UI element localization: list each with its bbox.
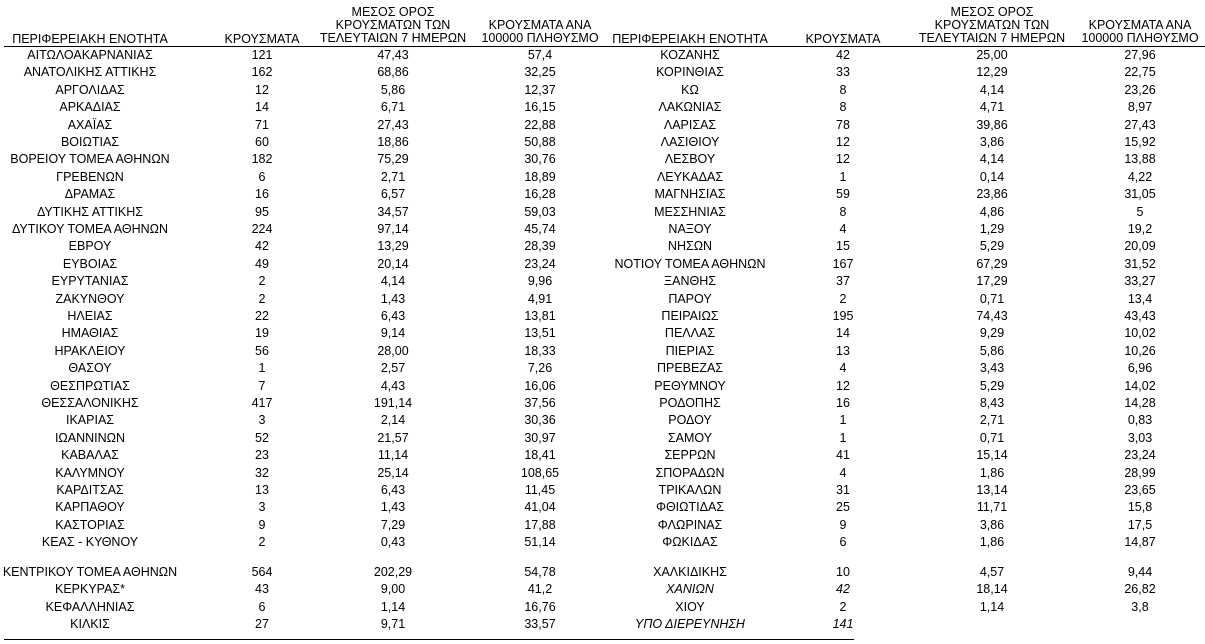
right-avg-value: 11,71: [976, 500, 1008, 515]
left-per100k-value: 37,56: [524, 396, 556, 410]
header-line: 100000 ΠΛΗΘΥΣΜΟ: [481, 31, 599, 45]
left-cases-value: 52: [255, 430, 269, 445]
right-region-name: ΚΟΖΑΝΗΣ: [660, 48, 720, 62]
right-per100k-value: 13,4: [1127, 291, 1153, 306]
left-avg-value: 68,86: [377, 65, 409, 80]
left-cases-value: 182: [251, 152, 273, 167]
left-per100k-value: 41,2: [527, 582, 553, 597]
right-cases-value: 25: [836, 500, 850, 515]
left-avg-value: 4,14: [380, 274, 406, 289]
left-region-name: ΕΥΒΟΙΑΣ: [62, 256, 118, 271]
left-cases-value: 19: [255, 326, 269, 341]
right-header-cases: ΚΡΟΥΣΜΑΤΑ: [805, 32, 881, 46]
left-avg-value: 6,43: [380, 483, 406, 497]
left-region-name: ΘΑΣΟΥ: [68, 361, 112, 376]
left-region-name: ΙΚΑΡΙΑΣ: [65, 413, 115, 428]
left-cases-value: 43: [255, 582, 269, 597]
right-region-name: ΣΕΡΡΩΝ: [664, 448, 716, 463]
left-per100k-value: 23,24: [524, 256, 556, 271]
right-per100k-value: 10,26: [1124, 343, 1156, 358]
left-cases-value: 3: [258, 413, 266, 428]
right-region-name: ΛΑΡΙΣΑΣ: [663, 117, 717, 132]
left-cases-value: 71: [255, 117, 269, 132]
right-region-name: ΧΑΝΙΩΝ: [666, 582, 714, 597]
right-region-name: ΞΑΝΘΗΣ: [664, 274, 716, 289]
right-region-name: ΛΕΥΚΑΔΑΣ: [656, 169, 724, 184]
right-region-name: ΠΑΡΟΥ: [668, 291, 712, 306]
right-cases-value: 141: [832, 617, 854, 632]
right-avg-value: 4,14: [979, 82, 1005, 97]
left-per100k-value: 16,06: [524, 378, 556, 393]
left-region-name: ΔΡΑΜΑΣ: [64, 187, 116, 202]
left-cases-value: 1: [258, 361, 266, 376]
right-per100k-value: 5: [1136, 204, 1144, 219]
right-avg-value: 3,86: [979, 135, 1005, 149]
right-per100k-value: 23,65: [1124, 483, 1156, 497]
right-avg-value: 5,29: [979, 378, 1005, 393]
right-per100k-value: 10,02: [1124, 326, 1156, 341]
left-cases-value: 224: [251, 222, 273, 236]
right-cases-value: 9: [839, 517, 847, 532]
header-divider: [4, 46, 1205, 47]
left-per100k-value: 41,04: [524, 500, 556, 515]
right-cases-value: 167: [832, 256, 854, 271]
left-avg-value: 6,43: [380, 309, 406, 323]
right-cases-value: 13: [836, 343, 850, 358]
left-per100k-value: 7,26: [527, 361, 553, 376]
left-per100k-value: 33,57: [524, 617, 556, 632]
left-per100k-value: 16,76: [524, 599, 556, 614]
left-cases-value: 95: [255, 204, 269, 219]
left-per100k-value: 54,78: [524, 565, 556, 579]
right-per100k-value: 27,96: [1124, 48, 1156, 62]
left-region-name: ΗΛΕΙΑΣ: [67, 309, 113, 323]
right-avg-value: 4,14: [979, 152, 1005, 167]
left-cases-value: 2: [258, 535, 266, 550]
right-region-name: ΠΡΕΒΕΖΑΣ: [656, 361, 724, 376]
right-avg-value: 12,29: [976, 65, 1008, 80]
left-per100k-value: 51,14: [524, 535, 556, 550]
right-avg-value: 3,86: [979, 517, 1005, 532]
right-avg-value: 5,86: [979, 343, 1005, 358]
right-region-name: ΚΟΡΙΝΘΙΑΣ: [656, 65, 724, 80]
right-avg-value: 8,43: [979, 396, 1005, 410]
right-per100k-value: 26,82: [1124, 582, 1156, 597]
right-avg-value: 23,86: [976, 187, 1008, 202]
left-region-name: ΚΕΡΚΥΡΑΣ*: [54, 582, 126, 597]
right-cases-value: 1: [839, 430, 847, 445]
left-per100k-value: 32,25: [524, 65, 556, 80]
left-header-7day-average: [320, 6, 466, 45]
right-per100k-value: 31,52: [1124, 256, 1156, 271]
left-cases-value: 13: [255, 483, 269, 497]
left-per100k-value: 45,74: [524, 222, 556, 236]
left-cases-value: 22: [255, 309, 269, 323]
left-region-name: ΗΡΑΚΛΕΙΟΥ: [54, 343, 126, 358]
right-per100k-value: 28,99: [1124, 465, 1156, 480]
left-per100k-value: 18,41: [524, 448, 556, 463]
left-cases-value: 14: [255, 100, 269, 115]
header-line: ΚΡΟΥΣΜΑΤΩΝ ΤΩΝ: [934, 18, 1050, 32]
left-per100k-value: 22,88: [524, 117, 556, 132]
right-per100k-value: 20,09: [1124, 239, 1156, 254]
left-region-name: ΑΙΤΩΛΟΑΚΑΡΝΑΝΙΑΣ: [27, 48, 153, 62]
left-region-name: ΒΟΙΩΤΙΑΣ: [60, 135, 120, 149]
left-cases-value: 417: [251, 396, 273, 410]
left-per100k-value: 12,37: [524, 82, 556, 97]
left-cases-value: 121: [251, 48, 273, 62]
right-region-name: ΜΑΓΝΗΣΙΑΣ: [654, 187, 726, 202]
right-per100k-value: 33,27: [1124, 274, 1156, 289]
left-per100k-value: 4,91: [527, 291, 553, 306]
right-avg-value: 25,00: [976, 48, 1008, 62]
left-avg-value: 7,29: [380, 517, 406, 532]
header-line: ΤΕΛΕΥΤΑΙΩΝ 7 ΗΜΕΡΩΝ: [918, 31, 1066, 45]
left-per100k-value: 50,88: [524, 135, 556, 149]
left-avg-value: 6,71: [380, 100, 406, 115]
left-per100k-value: 57,4: [527, 48, 553, 62]
left-avg-value: 1,14: [380, 599, 406, 614]
left-avg-value: 202,29: [373, 565, 413, 579]
right-per100k-value: 14,87: [1124, 535, 1156, 550]
left-cases-value: 49: [255, 256, 269, 271]
left-region-name: ΒΟΡΕΙΟΥ ΤΟΜΕΑ ΑΘΗΝΩΝ: [10, 152, 170, 167]
right-avg-value: 17,29: [976, 274, 1008, 289]
right-cases-value: 4: [839, 222, 847, 236]
right-per100k-value: 27,43: [1124, 117, 1156, 132]
left-avg-value: 2,71: [380, 169, 406, 184]
left-avg-value: 1,43: [380, 500, 406, 515]
left-region-name: ΔΥΤΙΚΗΣ ΑΤΤΙΚΗΣ: [37, 204, 143, 219]
right-cases-value: 41: [836, 448, 850, 463]
right-region-name: ΥΠΟ ΔΙΕΡΕΥΝΗΣΗ: [635, 617, 745, 632]
right-region-name: ΠΕΙΡΑΙΩΣ: [661, 309, 719, 323]
right-cases-value: 8: [839, 82, 847, 97]
right-cases-value: 33: [836, 65, 850, 80]
left-per100k-value: 18,33: [524, 343, 556, 358]
left-per100k-value: 13,51: [524, 326, 556, 341]
left-avg-value: 2,57: [380, 361, 406, 376]
left-region-name: ΔΥΤΙΚΟΥ ΤΟΜΕΑ ΑΘΗΝΩΝ: [11, 222, 169, 236]
right-region-name: ΣΑΜΟΥ: [667, 430, 713, 445]
right-cases-value: 42: [836, 582, 850, 597]
right-region-name: ΧΑΛΚΙΔΙΚΗΣ: [653, 565, 727, 579]
right-region-name: ΧΙΟΥ: [675, 599, 705, 614]
right-avg-value: 39,86: [976, 117, 1008, 132]
left-cases-value: 9: [258, 517, 266, 532]
right-header-per-100k: [1081, 19, 1198, 45]
left-per100k-value: 16,15: [524, 100, 556, 115]
left-cases-value: 32: [255, 465, 269, 480]
right-avg-value: 13,14: [976, 483, 1008, 497]
left-region-name: ΑΡΚΑΔΙΑΣ: [59, 100, 121, 115]
left-region-name: ΚΕΦΑΛΛΗΝΙΑΣ: [45, 599, 135, 614]
header-line: ΚΡΟΥΣΜΑΤΩΝ ΤΩΝ: [335, 18, 451, 32]
right-region-name: ΛΑΣΙΘΙΟΥ: [660, 135, 720, 149]
left-region-name: ΓΡΕΒΕΝΩΝ: [56, 169, 124, 184]
left-region-name: ΑΝΑΤΟΛΙΚΗΣ ΑΤΤΙΚΗΣ: [23, 65, 157, 80]
right-region-name: ΛΑΚΩΝΙΑΣ: [658, 100, 722, 115]
left-avg-value: 0,43: [380, 535, 406, 550]
right-avg-value: 9,29: [979, 326, 1005, 341]
left-avg-value: 75,29: [377, 152, 409, 167]
right-cases-value: 4: [839, 465, 847, 480]
right-cases-value: 10: [836, 565, 850, 579]
right-per100k-value: 14,28: [1124, 396, 1156, 410]
right-per100k-value: 23,26: [1124, 82, 1156, 97]
left-region-name: ΖΑΚΥΝΘΟΥ: [55, 291, 125, 306]
right-region-name: ΡΟΔΟΥ: [668, 413, 712, 428]
left-avg-value: 34,57: [377, 204, 409, 219]
left-cases-value: 60: [255, 135, 269, 149]
right-cases-value: 31: [836, 483, 850, 497]
right-header-region: ΠΕΡΙΦΕΡΕΙΑΚΗ ΕΝΟΤΗΤΑ: [612, 32, 768, 46]
left-region-name: ΚΑΛΥΜΝΟΥ: [55, 465, 125, 480]
right-cases-value: 8: [839, 100, 847, 115]
right-cases-value: 59: [836, 187, 850, 202]
left-avg-value: 9,00: [380, 582, 406, 597]
left-header-region: ΠΕΡΙΦΕΡΕΙΑΚΗ ΕΝΟΤΗΤΑ: [12, 32, 168, 46]
left-region-name: ΘΕΣΣΑΛΟΝΙΚΗΣ: [41, 396, 139, 410]
right-avg-value: 1,29: [979, 222, 1005, 236]
left-cases-value: 56: [255, 343, 269, 358]
right-avg-value: 1,86: [979, 465, 1005, 480]
left-avg-value: 9,14: [380, 326, 406, 341]
left-cases-value: 7: [258, 378, 266, 393]
right-cases-value: 2: [839, 599, 847, 614]
right-cases-value: 6: [839, 535, 847, 550]
right-avg-value: 2,71: [979, 413, 1005, 428]
left-avg-value: 47,43: [377, 48, 409, 62]
left-avg-value: 20,14: [377, 256, 409, 271]
left-per100k-value: 30,76: [524, 152, 556, 167]
left-region-name: ΑΧΑΪΑΣ: [67, 117, 113, 132]
right-cases-value: 16: [836, 396, 850, 410]
left-per100k-value: 17,88: [524, 517, 556, 532]
right-per100k-value: 17,5: [1127, 517, 1153, 532]
right-avg-value: 4,71: [979, 100, 1005, 115]
left-avg-value: 97,14: [377, 222, 409, 236]
right-per100k-value: 6,96: [1127, 361, 1153, 376]
left-region-name: ΚΑΒΑΛΑΣ: [61, 448, 119, 463]
left-avg-value: 2,14: [380, 413, 406, 428]
right-per100k-value: 8,97: [1127, 100, 1153, 115]
right-per100k-value: 13,88: [1124, 152, 1156, 167]
right-cases-value: 2: [839, 291, 847, 306]
right-cases-value: 78: [836, 117, 850, 132]
header-line: ΜΕΣΟΣ ΟΡΟΣ: [950, 5, 1034, 19]
left-cases-value: 42: [255, 239, 269, 254]
left-per100k-value: 16,28: [524, 187, 556, 202]
right-per100k-value: 15,8: [1127, 500, 1153, 515]
right-avg-value: 18,14: [976, 582, 1008, 597]
right-avg-value: 1,14: [979, 599, 1005, 614]
right-per100k-value: 3,8: [1131, 599, 1149, 614]
header-line: 100000 ΠΛΗΘΥΣΜΟ: [1081, 31, 1199, 45]
right-cases-value: 1: [839, 413, 847, 428]
left-per100k-value: 9,96: [527, 274, 553, 289]
right-avg-value: 0,71: [979, 430, 1005, 445]
right-region-name: ΝΟΤΙΟΥ ΤΟΜΕΑ ΑΘΗΝΩΝ: [614, 256, 766, 271]
left-region-name: ΕΒΡΟΥ: [68, 239, 112, 254]
right-per100k-value: 14,02: [1124, 378, 1156, 393]
left-avg-value: 25,14: [377, 465, 409, 480]
right-per100k-value: 23,24: [1124, 448, 1156, 463]
right-per100k-value: 3,03: [1127, 430, 1153, 445]
right-region-name: ΛΕΣΒΟΥ: [664, 152, 716, 167]
left-avg-value: 5,86: [380, 82, 406, 97]
left-cases-value: 162: [251, 65, 273, 80]
right-per100k-value: 31,05: [1124, 187, 1156, 202]
right-avg-value: 67,29: [976, 256, 1008, 271]
right-region-name: ΦΘΙΩΤΙΔΑΣ: [655, 500, 725, 515]
left-region-name: ΚΑΣΤΟΡΙΑΣ: [55, 517, 125, 532]
left-region-name: ΚΑΡΠΑΘΟΥ: [55, 500, 125, 515]
left-per100k-value: 108,65: [520, 465, 560, 480]
left-region-name: ΘΕΣΠΡΩΤΙΑΣ: [50, 378, 130, 393]
left-cases-value: 2: [258, 291, 266, 306]
right-avg-value: 3,43: [979, 361, 1005, 376]
right-region-name: ΦΩΚΙΔΑΣ: [662, 535, 718, 550]
left-per100k-value: 11,45: [524, 483, 556, 497]
right-cases-value: 14: [836, 326, 850, 341]
right-per100k-value: 22,75: [1124, 65, 1156, 80]
left-region-name: ΚΕΑΣ - ΚΥΘΝΟΥ: [41, 535, 139, 550]
header-line: ΤΕΛΕΥΤΑΙΩΝ 7 ΗΜΕΡΩΝ: [319, 31, 467, 45]
left-per100k-value: 30,36: [524, 413, 556, 428]
right-cases-value: 12: [836, 135, 850, 149]
right-region-name: ΡΟΔΟΠΗΣ: [659, 396, 721, 410]
header-line: ΚΡΟΥΣΜΑΤΑ ΑΝΑ: [1088, 18, 1192, 32]
bottom-divider: [4, 639, 854, 640]
right-per100k-value: 15,92: [1124, 135, 1156, 149]
right-cases-value: 12: [836, 378, 850, 393]
left-avg-value: 28,00: [377, 343, 409, 358]
right-region-name: ΝΗΣΩΝ: [667, 239, 713, 254]
left-avg-value: 21,57: [377, 430, 409, 445]
right-header-7day-average: [919, 6, 1065, 45]
right-region-name: ΡΕΘΥΜΝΟΥ: [654, 378, 726, 393]
right-cases-value: 15: [836, 239, 850, 254]
right-region-name: ΜΕΣΣΗΝΙΑΣ: [654, 204, 726, 219]
left-region-name: ΙΩΑΝΝΙΝΩΝ: [54, 430, 126, 445]
right-cases-value: 42: [836, 48, 850, 62]
right-avg-value: 1,86: [979, 535, 1005, 550]
left-per100k-value: 18,89: [524, 169, 556, 184]
header-line: ΜΕΣΟΣ ΟΡΟΣ: [351, 5, 435, 19]
right-cases-value: 12: [836, 152, 850, 167]
right-per100k-value: 43,43: [1124, 309, 1156, 323]
left-cases-value: 6: [258, 169, 266, 184]
left-per100k-value: 59,03: [524, 204, 556, 219]
left-header-per-100k: [481, 19, 598, 45]
left-cases-value: 2: [258, 274, 266, 289]
left-region-name: ΗΜΑΘΙΑΣ: [61, 326, 119, 341]
left-avg-value: 13,29: [377, 239, 409, 254]
right-region-name: ΝΑΞΟΥ: [668, 222, 712, 236]
right-avg-value: 5,29: [979, 239, 1005, 254]
right-avg-value: 4,57: [979, 565, 1005, 579]
left-region-name: ΚΑΡΔΙΤΣΑΣ: [56, 483, 124, 497]
left-header-cases: ΚΡΟΥΣΜΑΤΑ: [224, 32, 300, 46]
right-region-name: ΤΡΙΚΑΛΩΝ: [658, 483, 722, 497]
left-avg-value: 9,71: [380, 617, 406, 632]
left-cases-value: 16: [255, 187, 269, 202]
right-region-name: ΣΠΟΡΑΔΩΝ: [655, 465, 725, 480]
right-avg-value: 15,14: [976, 448, 1008, 463]
right-per100k-value: 0,83: [1127, 413, 1153, 428]
left-cases-value: 3: [258, 500, 266, 515]
left-avg-value: 191,14: [373, 396, 413, 410]
right-region-name: ΠΕΛΛΑΣ: [664, 326, 716, 341]
right-cases-value: 8: [839, 204, 847, 219]
left-region-name: ΚΙΛΚΙΣ: [70, 617, 110, 632]
left-cases-value: 27: [255, 617, 269, 632]
right-avg-value: 0,14: [979, 169, 1005, 184]
right-cases-value: 37: [836, 274, 850, 289]
left-cases-value: 6: [258, 599, 266, 614]
left-region-name: ΑΡΓΟΛΙΔΑΣ: [55, 82, 125, 97]
left-avg-value: 18,86: [377, 135, 409, 149]
left-avg-value: 27,43: [377, 117, 409, 132]
right-cases-value: 4: [839, 361, 847, 376]
left-cases-value: 23: [255, 448, 269, 463]
left-per100k-value: 13,81: [524, 309, 556, 323]
left-per100k-value: 30,97: [524, 430, 556, 445]
header-line: ΚΡΟΥΣΜΑΤΑ ΑΝΑ: [488, 18, 592, 32]
right-avg-value: 4,86: [979, 204, 1005, 219]
left-per100k-value: 28,39: [524, 239, 556, 254]
right-per100k-value: 19,2: [1127, 222, 1153, 236]
left-region-name: ΕΥΡΥΤΑΝΙΑΣ: [51, 274, 129, 289]
left-avg-value: 1,43: [380, 291, 406, 306]
right-per100k-value: 9,44: [1127, 565, 1153, 579]
right-region-name: ΦΛΩΡΙΝΑΣ: [657, 517, 723, 532]
left-avg-value: 6,57: [380, 187, 406, 202]
left-avg-value: 4,43: [380, 378, 406, 393]
left-cases-value: 564: [251, 565, 273, 579]
left-region-name: ΚΕΝΤΡΙΚΟΥ ΤΟΜΕΑ ΑΘΗΝΩΝ: [2, 565, 178, 579]
right-region-name: ΠΙΕΡΙΑΣ: [665, 343, 715, 358]
left-cases-value: 12: [255, 82, 269, 97]
right-cases-value: 1: [839, 169, 847, 184]
right-region-name: ΚΩ: [681, 82, 699, 97]
left-avg-value: 11,14: [377, 448, 409, 463]
right-avg-value: 0,71: [979, 291, 1005, 306]
right-per100k-value: 4,22: [1127, 169, 1153, 184]
right-cases-value: 195: [832, 309, 854, 323]
right-avg-value: 74,43: [976, 309, 1008, 323]
